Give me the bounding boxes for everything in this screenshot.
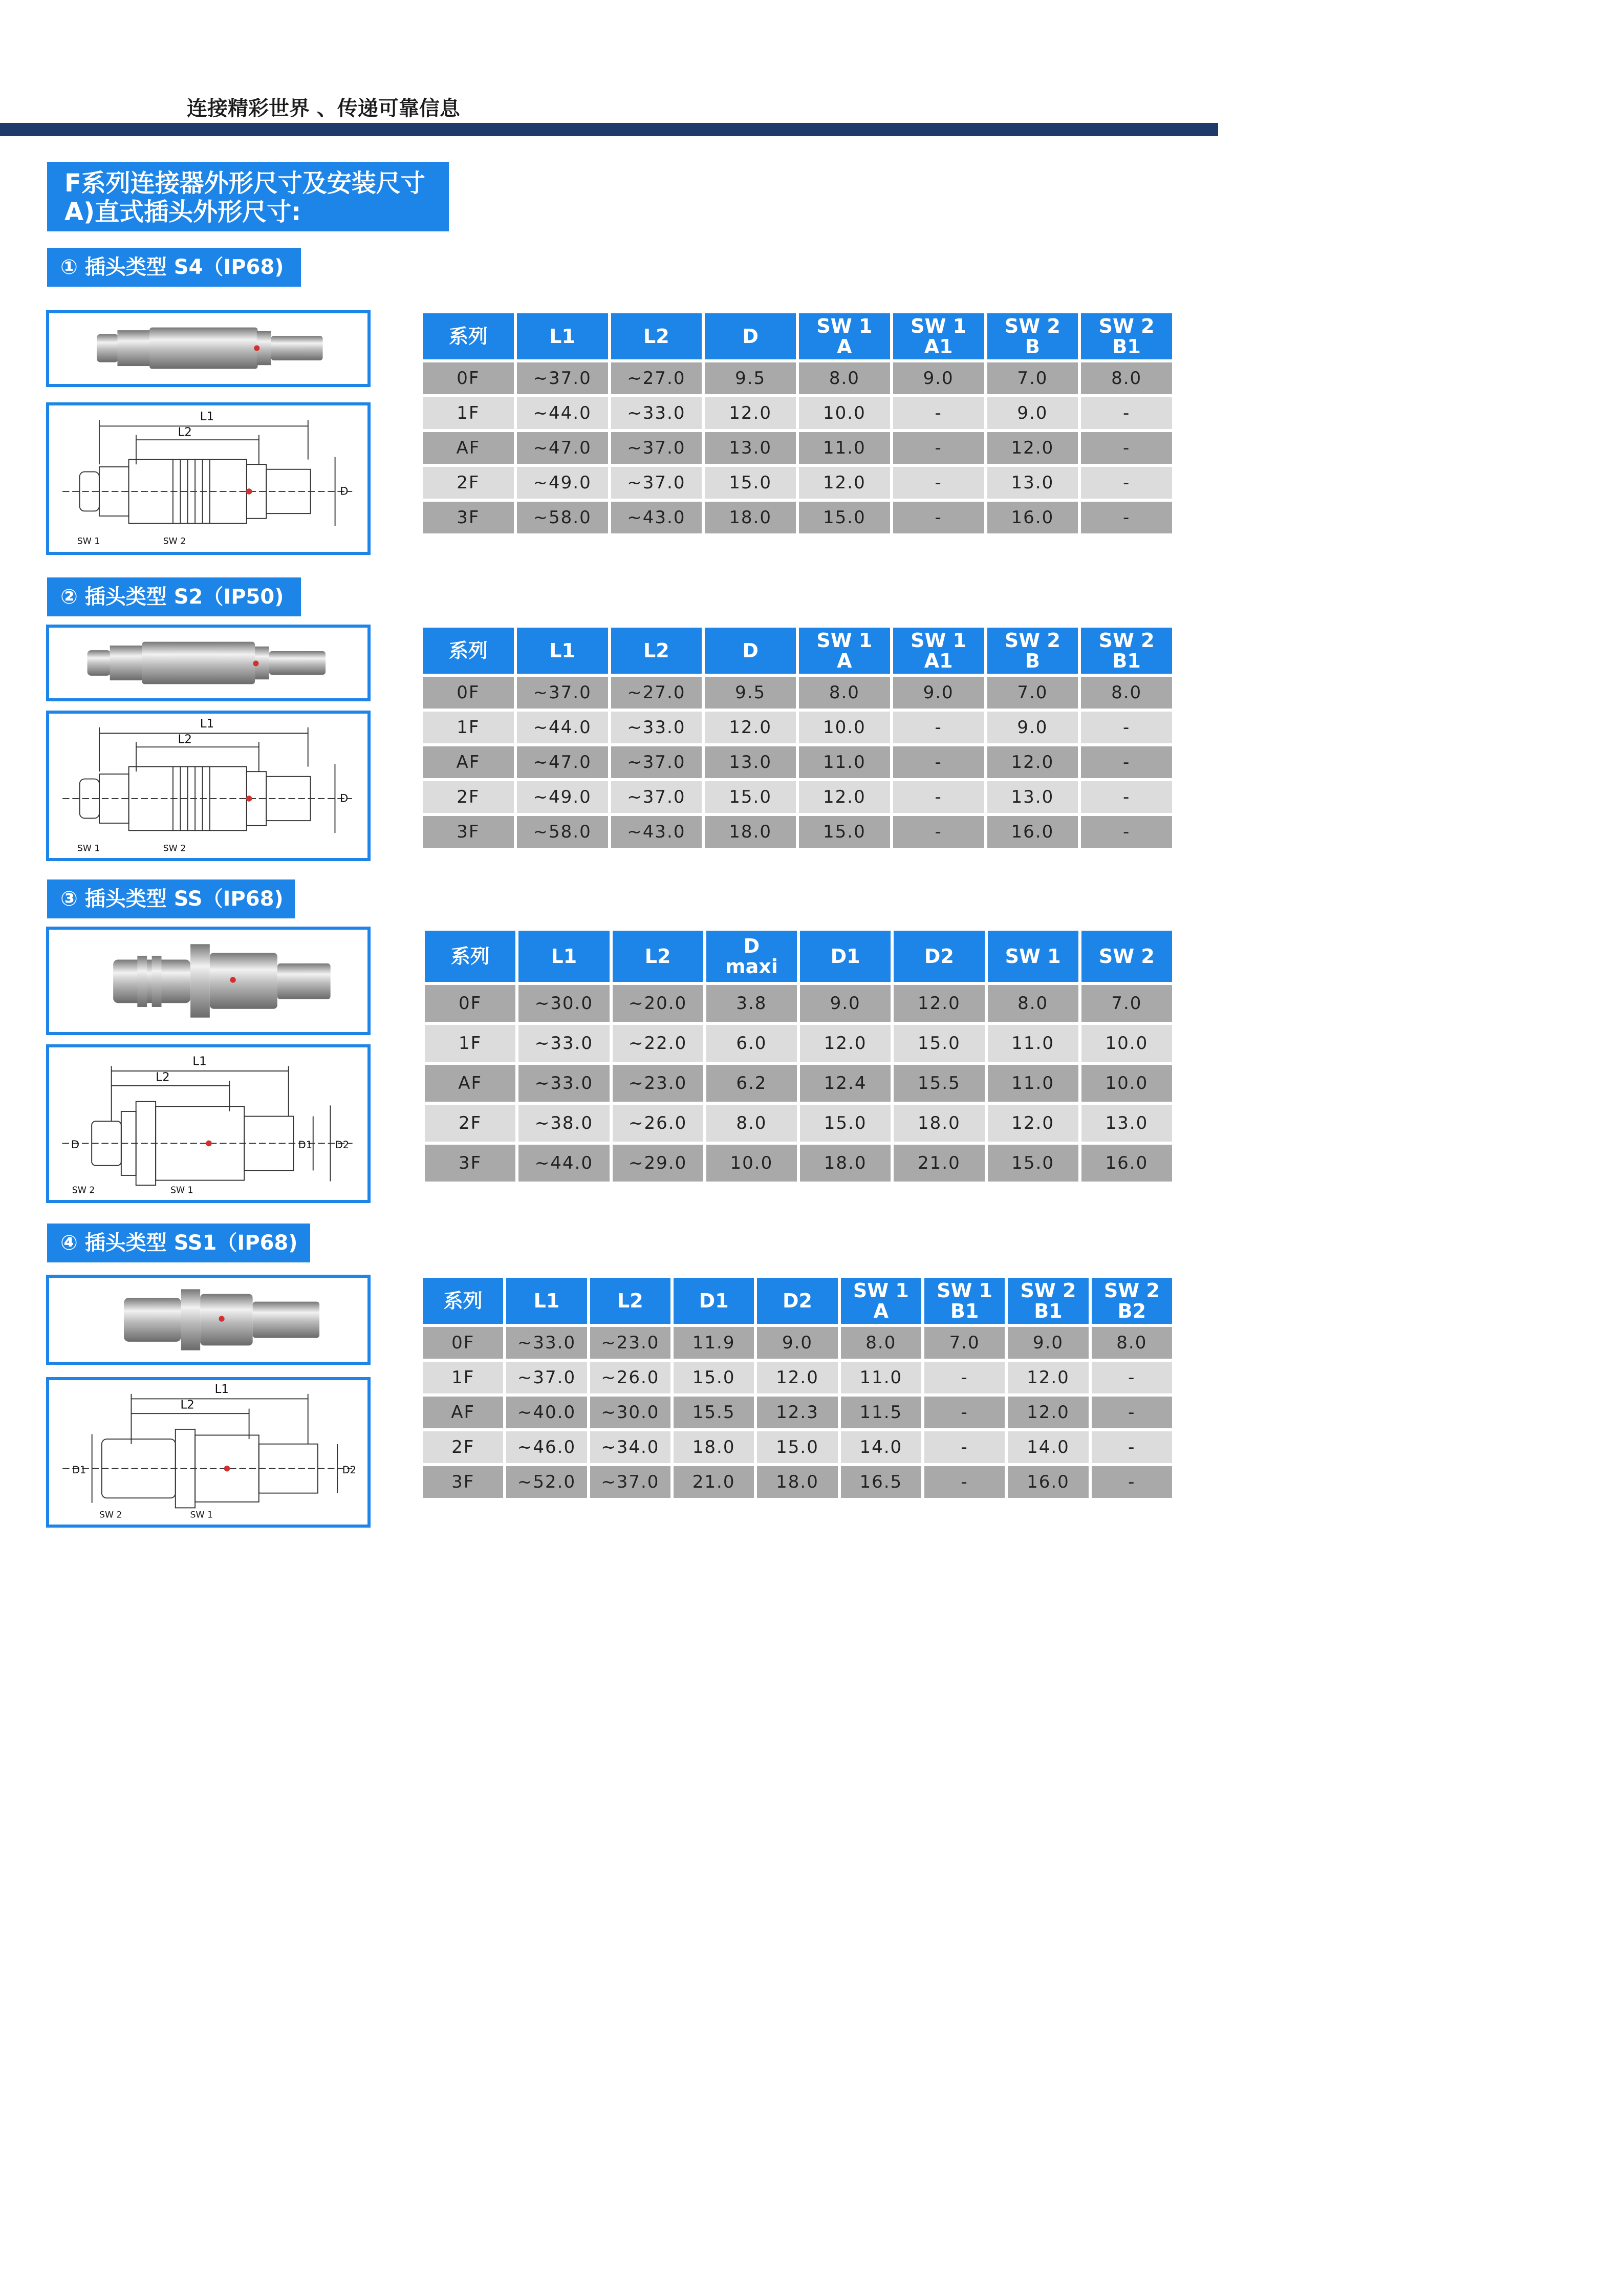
table-cell: ~37.0 [517, 362, 608, 394]
table-cell: 16.5 [841, 1466, 921, 1498]
column-header: 系列 [423, 313, 514, 359]
table-cell: 8.0 [841, 1327, 921, 1359]
spec-table-s4 [420, 310, 1175, 537]
table-row [425, 985, 1172, 1022]
table-cell: ~26.0 [613, 1105, 703, 1142]
label-l1: L1 [214, 1382, 229, 1396]
product-photo-s2 [46, 625, 371, 701]
section-heading-s2: ② 插头类型 S2（IP50) [47, 577, 301, 616]
spec-table-ss1 [420, 1275, 1175, 1501]
table-cell: ~47.0 [517, 432, 608, 464]
table-cell: - [893, 432, 984, 464]
table-cell: ~37.0 [611, 432, 702, 464]
table-cell: 11.0 [799, 746, 890, 778]
label-sw2: SW 2 [72, 1185, 95, 1196]
table-cell: ~44.0 [517, 712, 608, 743]
table-cell: - [893, 467, 984, 499]
table-cell: 18.0 [674, 1431, 754, 1463]
table-row [423, 816, 1172, 848]
table-cell: ~20.0 [613, 985, 703, 1022]
dimension-diagram-icon [49, 405, 367, 552]
table-cell: - [893, 746, 984, 778]
table-cell: - [924, 1362, 1005, 1393]
table-cell: 9.5 [705, 362, 796, 394]
table-cell: 12.0 [894, 985, 984, 1022]
table-cell: 11.5 [841, 1397, 921, 1428]
table-cell: 7.0 [924, 1327, 1005, 1359]
table-cell: 3F [423, 1466, 503, 1498]
table-cell: - [1092, 1431, 1172, 1463]
table-cell: 7.0 [987, 677, 1078, 709]
column-header: L2 [613, 931, 703, 982]
table-cell: - [893, 397, 984, 429]
table-cell: - [1081, 712, 1172, 743]
table-cell: 18.0 [705, 502, 796, 533]
table-cell: 3F [423, 816, 514, 848]
table-cell: ~43.0 [611, 816, 702, 848]
table-cell: AF [425, 1065, 515, 1102]
table-cell: ~27.0 [611, 677, 702, 709]
table-cell: 14.0 [841, 1431, 921, 1463]
table-cell: ~47.0 [517, 746, 608, 778]
table-cell: ~38.0 [518, 1105, 609, 1142]
table-cell: 18.0 [705, 816, 796, 848]
plug-photo-icon [49, 1278, 367, 1362]
table-cell: 7.0 [1081, 985, 1172, 1022]
dimension-drawing-s4 [46, 402, 371, 555]
label-l1: L1 [200, 410, 214, 423]
label-sw2: SW 2 [163, 843, 186, 854]
label-l2: L2 [178, 733, 192, 746]
label-d2: D2 [342, 1464, 356, 1476]
label-l2: L2 [180, 1398, 194, 1412]
table-cell: 2F [425, 1105, 515, 1142]
table-cell: 13.0 [705, 746, 796, 778]
product-photo-ss1 [46, 1275, 371, 1365]
table-cell: 9.0 [893, 362, 984, 394]
table-cell: 15.0 [799, 502, 890, 533]
spec-table-ss [422, 928, 1175, 1185]
table-cell: 2F [423, 1431, 503, 1463]
table-cell: 3F [423, 502, 514, 533]
table-cell: ~33.0 [506, 1327, 587, 1359]
column-header: D1 [674, 1278, 754, 1324]
table-cell: ~29.0 [613, 1145, 703, 1182]
table-cell: 15.0 [800, 1105, 891, 1142]
table-row [425, 1065, 1172, 1102]
column-header: D [705, 628, 796, 674]
table-row [423, 502, 1172, 533]
table-cell: 12.0 [1008, 1397, 1088, 1428]
table-cell: 11.0 [799, 432, 890, 464]
table-cell: ~22.0 [613, 1025, 703, 1062]
table-cell: 0F [425, 985, 515, 1022]
table-cell: ~46.0 [506, 1431, 587, 1463]
column-header: 系列 [425, 931, 515, 982]
table-cell: ~37.0 [611, 746, 702, 778]
table-cell: 12.0 [799, 467, 890, 499]
table-cell: ~37.0 [590, 1466, 670, 1498]
product-photo-s4 [46, 310, 371, 387]
table-cell: - [1081, 816, 1172, 848]
table-cell: 0F [423, 1327, 503, 1359]
column-header: D1 [800, 931, 891, 982]
table-cell: 1F [423, 1362, 503, 1393]
table-cell: 12.0 [757, 1362, 837, 1393]
dimension-drawing-ss1 [46, 1377, 371, 1528]
table-cell: ~43.0 [611, 502, 702, 533]
column-header: L2 [590, 1278, 670, 1324]
table-row [423, 362, 1172, 394]
table-row [423, 397, 1172, 429]
table-cell: ~34.0 [590, 1431, 670, 1463]
table-cell: ~58.0 [517, 816, 608, 848]
table-cell: 10.0 [1081, 1025, 1172, 1062]
table-cell: 12.4 [800, 1065, 891, 1102]
column-header: 系列 [423, 1278, 503, 1324]
table-cell: 21.0 [674, 1466, 754, 1498]
column-header: SW 1 A [799, 313, 890, 359]
column-header: SW 2 B [987, 628, 1078, 674]
label-d: D [340, 791, 349, 805]
plug-photo-icon [49, 930, 367, 1032]
table-cell: ~40.0 [506, 1397, 587, 1428]
table-cell: - [1081, 432, 1172, 464]
table-cell: 10.0 [799, 712, 890, 743]
plug-photo-icon [49, 313, 367, 384]
column-header: 系列 [423, 628, 514, 674]
table-cell: - [924, 1431, 1005, 1463]
column-header: SW 1 A1 [893, 313, 984, 359]
table-cell: 8.0 [1081, 362, 1172, 394]
dimension-diagram-icon [49, 1047, 367, 1200]
table-cell: - [893, 712, 984, 743]
table-cell: 18.0 [800, 1145, 891, 1182]
table-cell: 15.0 [757, 1431, 837, 1463]
table-cell: ~44.0 [517, 397, 608, 429]
table-cell: 12.0 [988, 1105, 1078, 1142]
column-header: L1 [517, 628, 608, 674]
table-cell: 8.0 [706, 1105, 797, 1142]
table-cell: 15.0 [988, 1145, 1078, 1182]
table-cell: 9.0 [800, 985, 891, 1022]
page-title [47, 162, 449, 231]
spec-table-s2 [420, 625, 1175, 851]
table-cell: 7.0 [987, 362, 1078, 394]
table-cell: 16.0 [987, 502, 1078, 533]
table-cell: 18.0 [894, 1105, 984, 1142]
table-row [423, 781, 1172, 813]
page-tagline: 连接精彩世界 、传递可靠信息 [187, 97, 460, 120]
column-header: SW 2 [1081, 931, 1172, 982]
table-cell: ~37.0 [611, 781, 702, 813]
dimension-diagram-icon [49, 714, 367, 858]
table-cell: ~33.0 [611, 397, 702, 429]
column-header: SW 1 B1 [924, 1278, 1005, 1324]
table-cell: ~49.0 [517, 467, 608, 499]
table-cell: 15.5 [674, 1397, 754, 1428]
section-heading-ss: ③ 插头类型 SS（IP68) [47, 879, 295, 918]
column-header: SW 2 B1 [1008, 1278, 1088, 1324]
table-cell: - [1081, 746, 1172, 778]
table-cell: ~37.0 [611, 467, 702, 499]
section-heading-ss1: ④ 插头类型 SS1（IP68) [47, 1224, 310, 1262]
title-line-1: F系列连接器外形尺寸及安装尺寸 [64, 169, 425, 198]
table-cell: ~33.0 [518, 1065, 609, 1102]
table-cell: 11.0 [988, 1025, 1078, 1062]
table-cell: 12.0 [705, 712, 796, 743]
table-row [423, 712, 1172, 743]
dimension-drawing-s2 [46, 711, 371, 861]
label-sw1: SW 1 [77, 843, 100, 854]
table-cell: 12.0 [800, 1025, 891, 1062]
table-cell: 2F [423, 467, 514, 499]
table-cell: 8.0 [799, 677, 890, 709]
table-cell: - [1081, 397, 1172, 429]
table-row [425, 1145, 1172, 1182]
table-cell: AF [423, 432, 514, 464]
table-cell: ~23.0 [613, 1065, 703, 1102]
table-cell: 12.0 [705, 397, 796, 429]
table-cell: - [893, 816, 984, 848]
column-header: SW 1 A1 [893, 628, 984, 674]
table-cell: 15.0 [894, 1025, 984, 1062]
table-cell: 16.0 [987, 816, 1078, 848]
table-cell: - [1092, 1397, 1172, 1428]
table-cell: 16.0 [1008, 1466, 1088, 1498]
table-cell: ~44.0 [518, 1145, 609, 1182]
table-cell: 9.0 [987, 397, 1078, 429]
label-sw1: SW 1 [170, 1185, 193, 1196]
table-row [423, 1362, 1172, 1393]
column-header: L2 [611, 313, 702, 359]
table-cell: 13.0 [987, 781, 1078, 813]
table-cell: 0F [423, 362, 514, 394]
title-line-2: A)直式插头外形尺寸: [64, 198, 301, 226]
table-cell: 8.0 [799, 362, 890, 394]
column-header: SW 2 B2 [1092, 1278, 1172, 1324]
table-cell: 9.0 [893, 677, 984, 709]
table-cell: 1F [423, 397, 514, 429]
table-row [425, 1025, 1172, 1062]
label-d: D [340, 484, 349, 498]
table-cell: ~33.0 [518, 1025, 609, 1062]
label-d: D [71, 1138, 80, 1151]
table-row [423, 746, 1172, 778]
table-cell: 3F [425, 1145, 515, 1182]
label-d1: D1 [298, 1139, 312, 1151]
dimension-drawing-ss [46, 1044, 371, 1203]
table-cell: ~37.0 [517, 677, 608, 709]
table-cell: 10.0 [706, 1145, 797, 1182]
table-cell: - [1081, 467, 1172, 499]
table-row [423, 467, 1172, 499]
table-cell: 3.8 [706, 985, 797, 1022]
table-cell: 9.5 [705, 677, 796, 709]
column-header: SW 1 A [841, 1278, 921, 1324]
label-d2: D2 [335, 1139, 350, 1151]
label-l2: L2 [178, 425, 192, 439]
table-cell: 11.9 [674, 1327, 754, 1359]
table-cell: - [924, 1397, 1005, 1428]
table-cell: 13.0 [987, 467, 1078, 499]
table-cell: ~37.0 [506, 1362, 587, 1393]
table-cell: 1F [425, 1025, 515, 1062]
table-cell: AF [423, 1397, 503, 1428]
table-cell: 0F [423, 677, 514, 709]
table-cell: 8.0 [1081, 677, 1172, 709]
label-l1: L1 [200, 717, 214, 731]
table-row [423, 1466, 1172, 1498]
table-cell: 10.0 [799, 397, 890, 429]
column-header: L1 [518, 931, 609, 982]
table-cell: ~49.0 [517, 781, 608, 813]
table-cell: 13.0 [1081, 1105, 1172, 1142]
table-cell: ~30.0 [518, 985, 609, 1022]
column-header: SW 1 [988, 931, 1078, 982]
label-l2: L2 [156, 1070, 170, 1084]
table-cell: 6.0 [706, 1025, 797, 1062]
table-cell: - [1081, 502, 1172, 533]
column-header: SW 1 A [799, 628, 890, 674]
label-sw2: SW 2 [99, 1510, 122, 1520]
table-cell: 9.0 [757, 1327, 837, 1359]
table-cell: 8.0 [1092, 1327, 1172, 1359]
table-cell: 15.5 [894, 1065, 984, 1102]
header-divider-bar [0, 123, 1218, 136]
table-cell: 11.0 [841, 1362, 921, 1393]
table-cell: 13.0 [705, 432, 796, 464]
table-cell: 2F [423, 781, 514, 813]
label-sw1: SW 1 [190, 1510, 213, 1520]
table-cell: ~58.0 [517, 502, 608, 533]
label-l1: L1 [192, 1055, 207, 1068]
table-cell: - [1081, 781, 1172, 813]
table-cell: - [924, 1466, 1005, 1498]
table-cell: 8.0 [988, 985, 1078, 1022]
table-cell: 11.0 [988, 1065, 1078, 1102]
table-row [423, 432, 1172, 464]
table-cell: ~23.0 [590, 1327, 670, 1359]
table-cell: - [893, 502, 984, 533]
table-cell: 12.0 [799, 781, 890, 813]
column-header: SW 2 B1 [1081, 313, 1172, 359]
column-header: L2 [611, 628, 702, 674]
table-cell: 1F [423, 712, 514, 743]
table-cell: ~52.0 [506, 1466, 587, 1498]
column-header: L1 [517, 313, 608, 359]
plug-photo-icon [49, 628, 367, 698]
table-cell: 12.0 [987, 746, 1078, 778]
table-cell: ~30.0 [590, 1397, 670, 1428]
product-photo-ss [46, 927, 371, 1035]
label-d1: D1 [72, 1464, 86, 1476]
section-heading-s4: ① 插头类型 S4（IP68) [47, 248, 301, 287]
column-header: D maxi [706, 931, 797, 982]
column-header: D [705, 313, 796, 359]
table-cell: 15.0 [705, 781, 796, 813]
column-header: D2 [757, 1278, 837, 1324]
table-cell: 9.0 [987, 712, 1078, 743]
table-cell: 15.0 [705, 467, 796, 499]
column-header: L1 [506, 1278, 587, 1324]
table-cell: 15.0 [799, 816, 890, 848]
table-cell: 16.0 [1081, 1145, 1172, 1182]
table-cell: - [893, 781, 984, 813]
table-cell: 21.0 [894, 1145, 984, 1182]
table-row [423, 1327, 1172, 1359]
table-cell: ~33.0 [611, 712, 702, 743]
table-row [425, 1105, 1172, 1142]
table-cell: 12.0 [987, 432, 1078, 464]
table-cell: 10.0 [1081, 1065, 1172, 1102]
table-cell: 12.0 [1008, 1362, 1088, 1393]
table-cell: 12.3 [757, 1397, 837, 1428]
table-row [423, 677, 1172, 709]
table-row [423, 1397, 1172, 1428]
dimension-diagram-icon [49, 1380, 367, 1525]
table-cell: 6.2 [706, 1065, 797, 1102]
column-header: D2 [894, 931, 984, 982]
table-cell: ~26.0 [590, 1362, 670, 1393]
table-cell: 15.0 [674, 1362, 754, 1393]
table-row [423, 1431, 1172, 1463]
table-cell: 9.0 [1008, 1327, 1088, 1359]
table-cell: - [1092, 1466, 1172, 1498]
label-sw1: SW 1 [77, 536, 100, 547]
table-cell: AF [423, 746, 514, 778]
table-cell: 18.0 [757, 1466, 837, 1498]
table-cell: 14.0 [1008, 1431, 1088, 1463]
table-cell: ~27.0 [611, 362, 702, 394]
column-header: SW 2 B1 [1081, 628, 1172, 674]
column-header: SW 2 B [987, 313, 1078, 359]
label-sw2: SW 2 [163, 536, 186, 547]
table-cell: - [1092, 1362, 1172, 1393]
